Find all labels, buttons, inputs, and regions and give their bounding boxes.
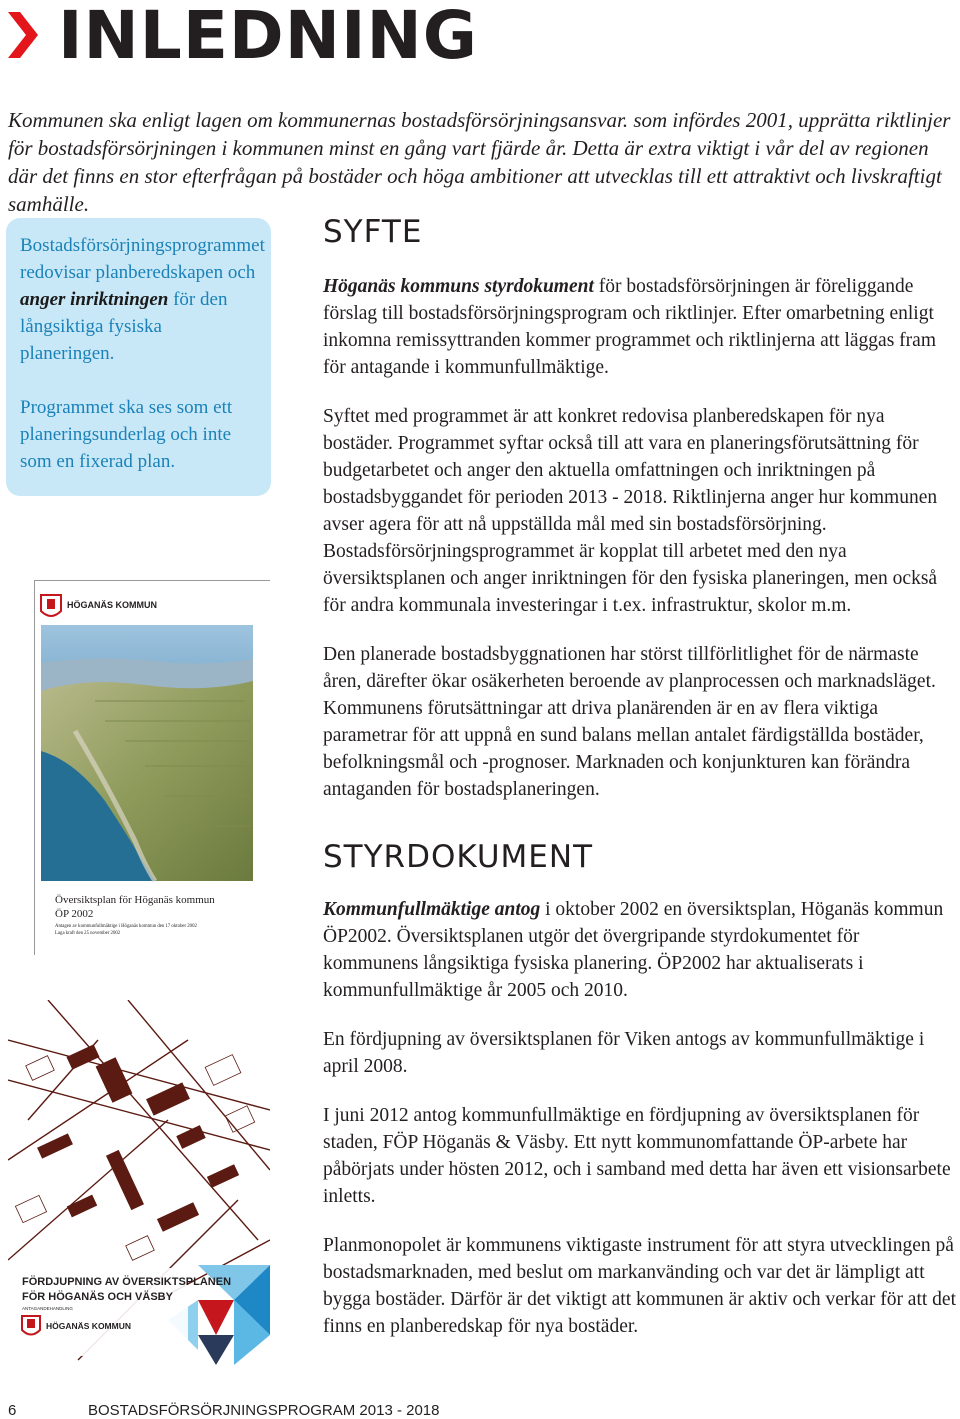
section-heading-syfte: SYFTE	[323, 214, 423, 250]
cover2-title-2: FÖR HÖGANÄS OCH VÄSBY	[22, 1291, 173, 1303]
coat-of-arms-icon	[22, 1316, 40, 1335]
styrdokument-paragraph-2: En fördjupning av översiktsplanen för Viken antogs av kommunfullmäktige i april 2008.	[323, 1029, 925, 1077]
coat-of-arms-icon	[41, 595, 61, 616]
styrdokument-paragraph-1: Kommunfullmäktige antog i oktober 2002 en översiktsplan, Höganäs kommun ÖP2002. Översiktsplanen utgör det övergripande styrdokumentet för kommunens långsiktiga fysiska planering. ÖP2002 har aktualiserats i kommunfullmäktige år 2005 och 2010.	[323, 899, 944, 1001]
callout-paragraph-1: Bostadsförsörjningsprogrammet redovisar planberedskapen och anger inriktningen för den långsiktiga fysiska planeringen.	[20, 235, 265, 364]
cover2-status: ANTAGANDEHANDLING	[22, 1306, 73, 1311]
cover2-org: HÖGANÄS KOMMUN	[46, 1321, 131, 1331]
syfte-paragraph-2: Syftet med programmet är att konkret redovisa planberedskapen för nya bostäder. Programmet syftar också till att vara en planeringsförutsättning för budgetarbetet och anger den aktuella omfattningen och inriktningen på bostadsbyggandet för perioden 2013 - 2018. Riktlinjerna anger hur kommunen avser agera för att nå uppställda mål med sin bostadsförsörjning. Bostadsförsörjningsprogrammet är kopplat till arbetet med den nya översiktsplanen och anger inriktningen för den fysiska planeringen, men också för andra kommunala investeringar i t.ex. infrastruktur, skolor m.m.	[323, 406, 938, 616]
cover1-line-2: Laga kraft den 25 november 2002	[55, 931, 121, 936]
fop-hoganas-vasby-cover-image	[8, 1000, 270, 1365]
cover1-title: Översiktsplan för Höganäs kommun	[55, 894, 215, 906]
callout-box	[6, 218, 271, 496]
op2002-cover-image	[34, 580, 270, 955]
styrdokument-paragraph-3: I juni 2012 antog kommunfullmäktige en fördjupning av översiktsplanen för staden, FÖP Höganäs & Väsby. Ett nytt kommunomfattande ÖP-arbete har påbörjats under hösten 2012, och i samband med detta har även ett visionsarbete inletts.	[323, 1105, 951, 1207]
cover1-line-1: Antagen av kommunfullmäktige i Höganäs kommun den 17 oktober 2002	[55, 924, 197, 929]
page-title: INLEDNING	[58, 0, 478, 74]
cover1-org: HÖGANÄS KOMMUN	[67, 600, 157, 610]
intro-paragraph: Kommunen ska enligt lagen om kommunernas bostadsförsörjningsansvar. som infördes 2001, upprätta riktlinjer för bostadsförsörjningen i kommunen minst en gång vart fjärde år. Detta är extra viktigt i vår del av regionen där det finns en stor efterfrågan på bostäder och höga ambitioner att utvecklas till ett attraktivt och livskraftigt samhälle.	[8, 108, 951, 216]
page-number: 6	[8, 1402, 17, 1419]
running-title: BOSTADSFÖRSÖRJNINGSPROGRAM 2013 - 2018	[88, 1402, 440, 1419]
cover1-subtitle: ÖP 2002	[55, 908, 94, 920]
main-column	[323, 212, 958, 1340]
styrdokument-paragraph-4: Planmonopolet är kommunens viktigaste instrument för att styra utvecklingen på bostadsmarknaden, med beslut om markanvänding och var det är lämpligt att bygga bostäder. Därför är det viktigt att kommunen är aktiv och verkar för att det finns en planberedskap för nya bostäder.	[323, 1235, 956, 1337]
op2002-cover-illustration	[35, 581, 271, 956]
fop-cover-illustration	[8, 1000, 270, 1365]
section-heading-styrdokument: STYRDOKUMENT	[323, 839, 594, 875]
callout-paragraph-2: Programmet ska ses som ett planeringsunderlag och inte som en fixerad plan.	[20, 397, 233, 472]
syfte-paragraph-3: Den planerade bostadsbyggnationen har störst tillförlitlighet för de närmaste åren, därefter ökar osäkerheten beroende av planprocessen och marknadsläget. Kommunens förutsättningar att driva planärenden är en av flera viktiga parametrar för att uppnå en sund balans mellan antalet färdigställda bostäder, befolkningsmål och -prognoser. Marknaden och konjunkturen kan förändra antaganden för bostadsplaneringen.	[323, 644, 936, 800]
syfte-paragraph-1: Höganäs kommuns styrdokument för bostadsförsörjningen är föreliggande förslag till bostadsförsörjningsprogram och riktlinjer. Efter omarbetning enligt inkomna remissyttranden kommer programmet och riktlinjerna att läggas fram för antagande i kommunfullmäktige.	[323, 276, 936, 378]
cover2-title-1: FÖRDJUPNING AV ÖVERSIKTSPLANEN	[22, 1276, 232, 1288]
chevron-right-icon	[8, 12, 38, 58]
